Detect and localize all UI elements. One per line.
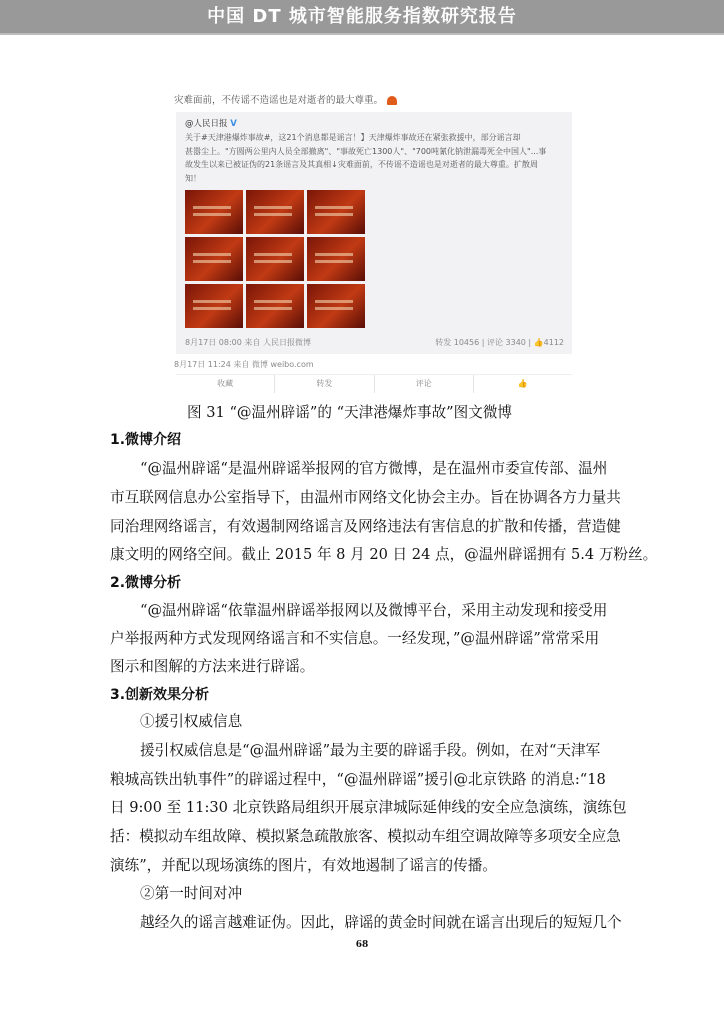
repost-button[interactable]: 转发: [275, 375, 374, 393]
paragraph-line: 越经久的谣言越难证伪。因此，辟谣的黄金时间就在谣言出现后的短短几个: [140, 914, 622, 931]
like-icon[interactable]: 👍: [533, 338, 544, 347]
thumbnail[interactable]: [307, 284, 365, 328]
weibo-intro: [174, 92, 397, 106]
section-heading: 2.微博分析: [110, 575, 182, 591]
subheading: ①援引权威信息: [140, 713, 243, 730]
thumbnail[interactable]: [185, 190, 243, 234]
post-line: 故发生以来已被证伪的21条谣言及其真相↓灾难面前，不传谣不造谣也是对逝者的最大尊重。扩散周: [185, 160, 538, 169]
like-button[interactable]: 👍: [517, 379, 528, 388]
paragraph-line: 同治理网络谣言，有效遏制网络谣言及网络违法有害信息的扩散和传播，营造健: [110, 518, 621, 535]
intro-text: 灾难面前，不传谣不造谣也是对逝者的最大尊重。: [174, 95, 384, 106]
post-text: [185, 131, 565, 185]
candle-icon: [387, 96, 397, 105]
comment-count[interactable]: 评论 3340: [486, 338, 526, 347]
figure-caption: 图 31 “@温州辟谣”的 “天津港爆炸事故”图文微博: [187, 404, 513, 421]
paragraph-line: 户举报两种方式发现网络谣言和不实信息。一经发现，”@温州辟谣”常常采用: [110, 630, 600, 647]
paragraph-line: 日 9:00 至 11:30 北京铁路局组织开展京津城际延伸线的安全应急演练，演练包: [110, 799, 627, 816]
subheading: ②第一时间对冲: [140, 885, 243, 902]
paragraph-line: 图示和图解的方法来进行辟谣。: [110, 658, 315, 675]
verified-icon: V: [230, 119, 237, 129]
reposted-card: [176, 112, 572, 354]
repost-count[interactable]: 转发 10456: [435, 338, 480, 347]
post-line: 知！: [185, 173, 201, 183]
thumbnail[interactable]: [246, 190, 304, 234]
post-footer: 8月17日 08:00 来自 人民日报微博: [185, 338, 311, 347]
thumbnail[interactable]: [307, 237, 365, 281]
thumbnail[interactable]: [185, 237, 243, 281]
paragraph-line: 市互联网信息办公室指导下，由温州市网络文化协会主办。旨在协调各方力量共: [110, 489, 621, 506]
page-number: 68: [355, 940, 369, 950]
thumbnail[interactable]: [246, 284, 304, 328]
paragraph-line: “@温州辟谣“是温州辟谣举报网的官方微博，是在温州市委宣传部、温州: [140, 460, 608, 477]
paragraph-line: “@温州辟谣“依靠温州辟谣举报网以及微博平台，采用主动发现和接受用: [140, 602, 608, 619]
paragraph-line: 括：模拟动车组故障、模拟紧急疏散旅客、模拟动车组空调故障等多项安全应急: [110, 828, 621, 845]
comment-button[interactable]: 评论: [375, 375, 474, 393]
action-bar: [176, 374, 572, 393]
weibo-screenshot: [170, 84, 590, 396]
section-heading: 1.微博介绍: [110, 432, 182, 448]
paragraph-line: 康文明的网络空间。截止 2015 年 8 月 20 日 24 点，@温州辟谣拥有 5.4 万粉丝。: [110, 546, 658, 563]
author-name: @人民日报: [185, 119, 228, 129]
favorite-button[interactable]: 收藏: [176, 375, 275, 393]
thumbnail[interactable]: [246, 237, 304, 281]
paragraph-line: 演练”，并配以现场演练的图片，有效地遏制了谣言的传播。: [110, 857, 497, 874]
thumbnail[interactable]: [185, 284, 243, 328]
post-line: 甚嚣尘上。"方圆两公里内人员全部撤离"、"事故死亡1300人"、"700吨氰化钠泄漏毒死全中国人"...事: [185, 146, 547, 156]
like-count[interactable]: 4112: [543, 338, 564, 347]
source-line: 8月17日 11:24 来自 微博 weibo.com: [174, 360, 314, 369]
image-grid: [185, 190, 365, 328]
post-stats: 转发 10456 | 评论 3340 | 👍4112: [435, 338, 564, 347]
section-heading: 3.创新效果分析: [110, 687, 210, 703]
paragraph-line: 援引权威信息是“@温州辟谣”最为主要的辟谣手段。例如，在对“天津军: [140, 742, 601, 759]
thumbnail[interactable]: [307, 190, 365, 234]
author: [185, 117, 237, 129]
post-line: 关于#天津港爆炸事故#，这21个消息都是谣言！】天津爆炸事故还在紧张救援中，部分谣言却: [185, 133, 521, 142]
paragraph-line: 粮城高铁出轨事件”的辟谣过程中，“@温州辟谣”援引@北京铁路 的消息:“18: [110, 771, 606, 788]
page-header: 中国 DT 城市智能服务指数研究报告: [0, 0, 724, 35]
